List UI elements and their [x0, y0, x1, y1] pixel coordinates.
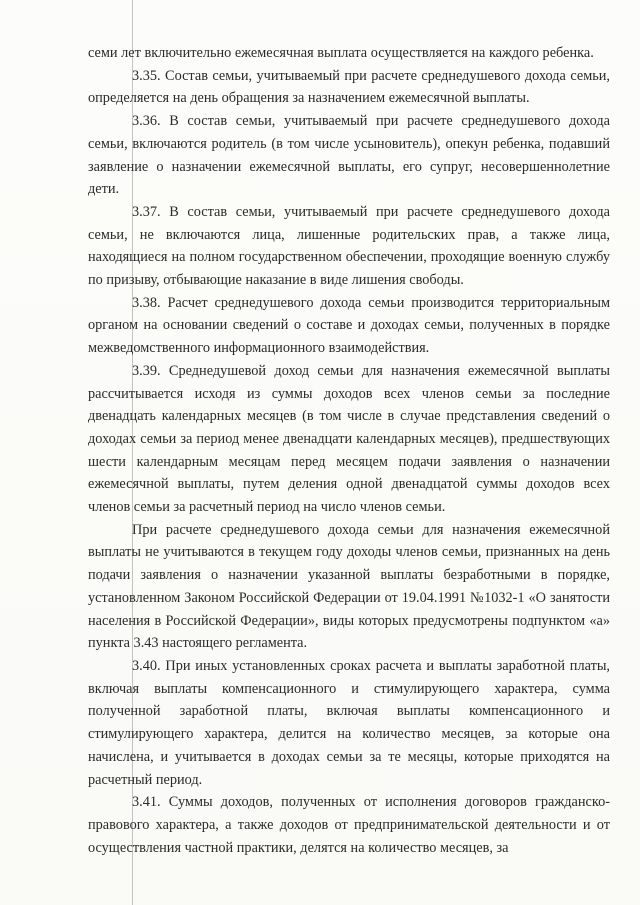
paragraph-3-36: 3.36. В состав семьи, учитываемый при расчете среднедушевого дохода семьи, включаются родитель (в том числе усыновитель), опекун ребенка, подавший заявление о назначении ежемесячной выплаты, его супруг, несовершеннолетние дети. [88, 113, 610, 198]
paragraph-3-39-note: При расчете среднедушевого дохода семьи для назначения ежемесячной выплаты не учитываются в текущем году доходы членов семьи, признанных на день подачи заявления о назначении указанной выплаты безработными в порядке, установленном Законом Российской Федерации от 19.04.1991 №1032-1 «О занятости населения в Российской Федерации», виды которых предусмотрены подпунктом «а» пункта 3.43 настоящего регламента. [88, 521, 610, 652]
paragraph-continuation: семи лет включительно ежемесячная выплата осуществляется на каждого ребенка. [88, 45, 594, 61]
paragraph-3-41: 3.41. Суммы доходов, полученных от исполнения договоров гражданско-правового характера, а также доходов от предпринимательской деятельности и от осуществления частной практики, делятся на количество месяцев, за [88, 794, 610, 856]
paragraph-3-35: 3.35. Состав семьи, учитываемый при расчете среднедушевого дохода семьи, определяется на день обращения за назначением ежемесячной выплаты. [88, 67, 610, 107]
document-body [88, 42, 610, 859]
paragraph-3-37: 3.37. В состав семьи, учитываемый при расчете среднедушевого дохода семьи, не включаются лица, лишенные родительских прав, а также лица, находящиеся на полном государственном обеспечении, проходящие военную службу по призыву, отбывающие наказание в виде лишения свободы. [88, 203, 610, 289]
paragraph-3-38: 3.38. Расчет среднедушевого дохода семьи производится территориальным органом на основании сведений о составе и доходах семьи, полученных в порядке межведомственного информационного взаимодействия. [88, 294, 610, 357]
paragraph-3-40: 3.40. При иных установленных сроках расчета и выплаты заработной платы, включая выплаты компенсационного и стимулирующего характера, сумма полученной заработной платы, включая выплаты компенсационного и стимулирующего характера, делится на количество месяцев, за которые она начислена, и учитывается в доходах семьи за те месяцы, которые приходятся на расчетный период. [88, 657, 610, 788]
paragraph-3-39: 3.39. Среднедушевой доход семьи для назначения ежемесячной выплаты рассчитывается исходя из суммы доходов всех членов семьи за последние двенадцать календарных месяцев (в том числе в случае представления сведений о доходах семьи за период менее двенадцати календарных месяцев), предшествующих шести календарным месяцам перед месяцем подачи заявления о назначении ежемесячной выплаты, путем деления одной двенадцатой суммы доходов всех членов семьи за расчетный период на число членов семьи. [88, 362, 610, 516]
